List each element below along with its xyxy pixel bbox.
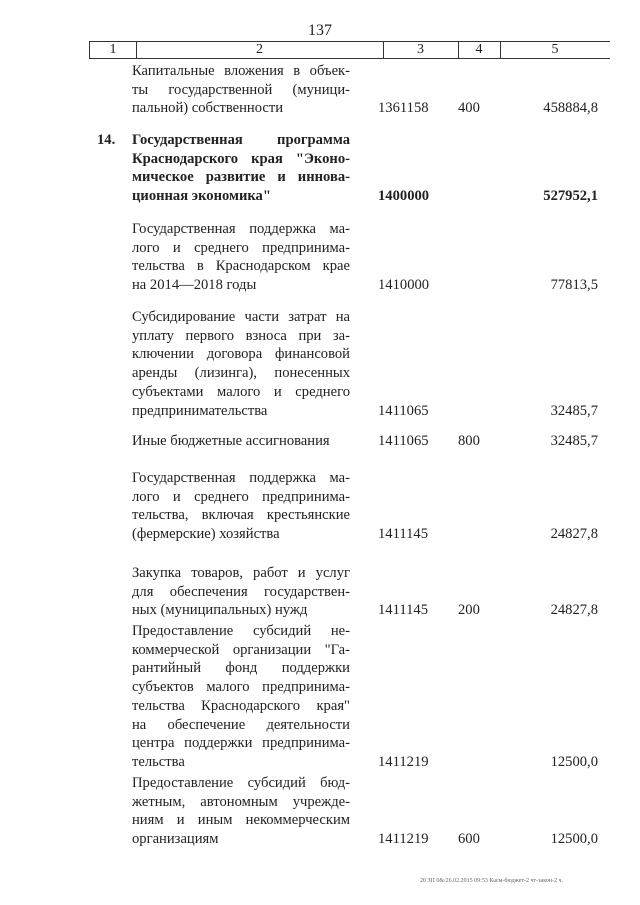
row-name-line: Краснодарского края "Эконо- [132,150,350,167]
row-name-line: предпринимательства [132,402,268,419]
row-name [132,62,350,118]
row-code: 1411065 [378,402,429,419]
row-type: 400 [458,100,480,117]
row-name-line: (фермерские) хозяйства [132,526,280,543]
row-name [132,469,350,544]
row-name [132,220,350,295]
row-name [132,774,350,849]
column-header-3: 3 [417,42,424,57]
row-code: 1411219 [378,753,429,770]
row-amount: 527952,1 [543,188,598,205]
row-name-line: жетным, автономным учрежде- [132,793,350,810]
row-code: 1411145 [378,602,428,619]
row-name-line: Предоставление субсидий бюд- [132,775,350,791]
row-name-line: субъектов малого предпринима- [132,679,350,696]
row-name [132,564,350,620]
page-number: 137 [308,22,332,39]
row-amount: 32485,7 [550,433,598,449]
row-name-line: ционная экономика" [132,188,271,205]
row-name-line: пальной) собственности [132,100,284,117]
row-amount: 32485,7 [550,402,598,419]
row-name-line: Предоставление субсидий не- [132,623,350,639]
footer-meta: 20 ЗП 0&/26.02.2015 09:53 Касм-бюджет-2 чт-закон-2 ч. [420,878,564,884]
row-type: 200 [458,602,480,619]
row-name-line: рантийный фонд поддержки [132,660,350,677]
row-name-line: Субсидирование части затрат на [132,309,350,325]
row-type: 800 [458,433,480,449]
column-header-5: 5 [551,42,559,57]
column-header-1: 1 [109,42,117,57]
row-name-line: ты государственной (муници- [132,81,350,98]
row-name [132,131,350,206]
row-amount: 458884,8 [543,100,598,117]
column-header-2: 2 [256,42,263,57]
row-name-line: тельства Краснодарского края" [132,697,350,714]
row-code: 1411219 [378,831,429,848]
row-name-line: Государственная поддержка ма- [132,221,350,237]
column-header-4: 4 [475,42,483,57]
row-name-line: ниям и иным некоммерческим [132,812,350,829]
row-name-line: ключении договора финансовой [132,346,350,363]
row-amount: 77813,5 [550,277,598,294]
row-name-line: центра поддержки предпринима- [132,735,350,752]
row-name-line: на 2014—2018 годы [132,277,257,294]
row-name-line: уплату первого взноса при за- [132,327,350,344]
row-code: 1411145 [378,526,428,543]
row-name-line: лого и среднего предпринима- [132,488,350,505]
row-name [132,432,350,451]
row-name-line: лого и среднего предпринима- [132,239,350,256]
row-name-line: тельства, включая крестьянские [132,507,350,524]
row-name-line: для обеспечения государствен- [132,583,350,600]
row-name-line: мическое развитие и иннова- [132,169,350,186]
row-name-line: субъектами малого и среднего [132,383,350,400]
row-code: 1361158 [378,100,429,117]
row-name-line: организациям [132,831,219,848]
row-type: 600 [458,831,480,848]
row-code: 1400000 [378,188,430,205]
row-name-line: тельства [132,753,185,770]
row-name [132,622,350,772]
row-name-line: коммерческой организации "Га- [132,641,350,658]
row-name-line: Государственная поддержка ма- [132,470,350,486]
row-name-line: Закупка товаров, работ и услуг [132,565,350,581]
row-name-line: Иные бюджетные ассигнования [132,433,330,449]
row-code: 1410000 [378,277,430,294]
row-name-line: на обеспечение деятельности [132,716,350,733]
row-name [132,308,350,420]
row-name-line: Капитальные вложения в объек- [132,63,350,79]
row-name-line: аренды (лизинга), понесенных [132,365,350,382]
row-amount: 12500,0 [550,831,598,848]
row-amount: 24827,8 [550,526,598,543]
row-name-line: ных (муниципальных) нужд [132,602,308,619]
row-amount: 12500,0 [550,753,598,770]
row-number: 14. [97,132,116,148]
row-code: 1411065 [378,433,429,449]
row-amount: 24827,8 [550,602,598,619]
column-header-row [89,41,610,59]
row-name-line: тельства в Краснодарском крае [132,258,350,275]
row-name-line: Государственная программа [132,132,350,148]
